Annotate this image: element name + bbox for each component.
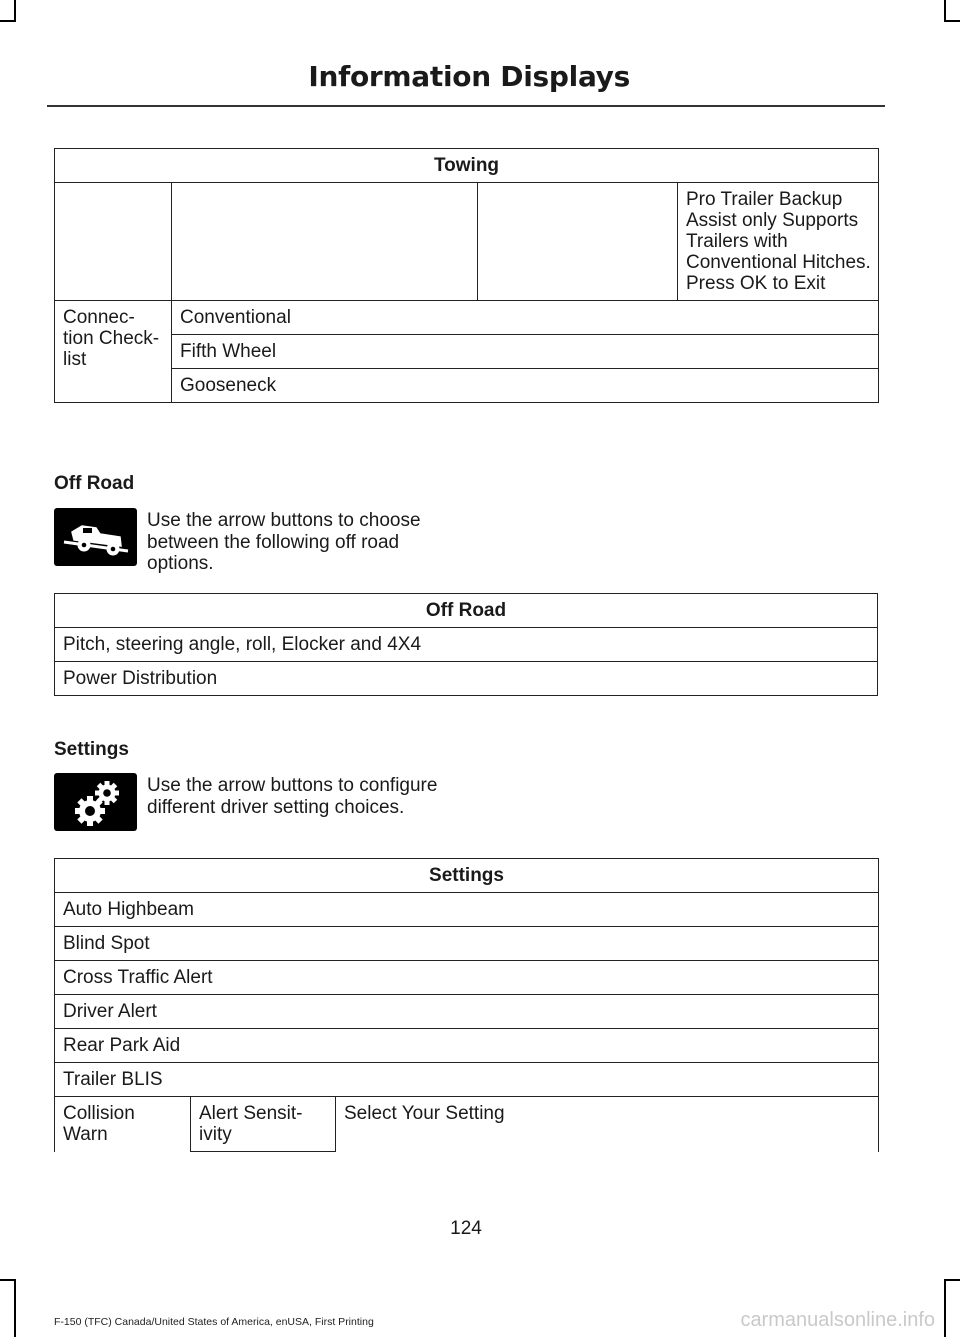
table-header-row bbox=[55, 149, 879, 183]
off-road-intro: Use the arrow buttons to choose between the following off road options. bbox=[147, 510, 421, 574]
table-row bbox=[55, 1097, 879, 1152]
empty-cell bbox=[55, 183, 172, 301]
settings-table bbox=[54, 858, 879, 1152]
empty-cell bbox=[478, 183, 678, 301]
table-row bbox=[55, 1029, 879, 1063]
hitch-option: Conventional bbox=[172, 301, 879, 335]
settings-option: Driver Alert bbox=[55, 995, 879, 1029]
settings-option: Trailer BLIS bbox=[55, 1063, 879, 1097]
collision-warn-label: Collision Warn bbox=[55, 1097, 191, 1152]
settings-option: Cross Traffic Alert bbox=[55, 961, 879, 995]
table-header-row bbox=[55, 859, 879, 893]
page-title: Information Displays bbox=[308, 60, 630, 93]
select-setting-label: Select Your Setting bbox=[336, 1097, 879, 1152]
settings-heading: Settings bbox=[54, 739, 129, 760]
footer-text: F-150 (TFC) Canada/United States of America, enUSA, First Printing bbox=[54, 1316, 374, 1328]
towing-table bbox=[54, 148, 879, 403]
table-row bbox=[55, 961, 879, 995]
crop-mark bbox=[14, 1281, 16, 1337]
table-row bbox=[55, 301, 879, 335]
connection-checklist-label: Connec- tion Check- list bbox=[55, 301, 172, 403]
crop-mark bbox=[944, 20, 960, 22]
alert-sensitivity-label: Alert Sensit- ivity bbox=[191, 1097, 336, 1152]
table-header-row bbox=[55, 594, 878, 628]
table-row bbox=[55, 662, 878, 696]
off-road-heading: Off Road bbox=[54, 473, 135, 494]
table-row bbox=[55, 335, 879, 369]
table-row bbox=[55, 995, 879, 1029]
off-road-table bbox=[54, 593, 878, 696]
off-road-truck-icon bbox=[54, 508, 137, 566]
watermark: carmanualsonline.info bbox=[740, 1309, 935, 1331]
off-road-option: Power Distribution bbox=[55, 662, 878, 696]
settings-table-title: Settings bbox=[55, 859, 879, 893]
title-divider bbox=[47, 105, 885, 107]
off-road-option: Pitch, steering angle, roll, Elocker and 4X4 bbox=[55, 628, 878, 662]
hitch-option: Fifth Wheel bbox=[172, 335, 879, 369]
crop-mark bbox=[14, 0, 16, 22]
towing-table-title: Towing bbox=[55, 149, 879, 183]
crop-mark bbox=[0, 1279, 16, 1281]
settings-option: Blind Spot bbox=[55, 927, 879, 961]
backup-assist-message: Pro Trailer Backup Assist only Supports Trailers with Conventional Hitches. Press OK to Exit bbox=[678, 183, 879, 301]
table-row bbox=[55, 183, 879, 301]
table-row bbox=[55, 1063, 879, 1097]
table-row bbox=[55, 369, 879, 403]
page-number: 124 bbox=[450, 1218, 482, 1239]
settings-option: Rear Park Aid bbox=[55, 1029, 879, 1063]
settings-intro: Use the arrow buttons to configure different driver setting choices. bbox=[147, 775, 438, 818]
hitch-option: Gooseneck bbox=[172, 369, 879, 403]
crop-mark bbox=[944, 1279, 960, 1281]
crop-mark bbox=[0, 20, 16, 22]
table-row bbox=[55, 628, 878, 662]
settings-option: Auto Highbeam bbox=[55, 893, 879, 927]
gears-icon bbox=[54, 773, 137, 831]
off-road-table-title: Off Road bbox=[55, 594, 878, 628]
table-row bbox=[55, 893, 879, 927]
empty-cell bbox=[172, 183, 478, 301]
crop-mark bbox=[944, 1281, 946, 1337]
crop-mark bbox=[944, 0, 946, 22]
table-row bbox=[55, 927, 879, 961]
